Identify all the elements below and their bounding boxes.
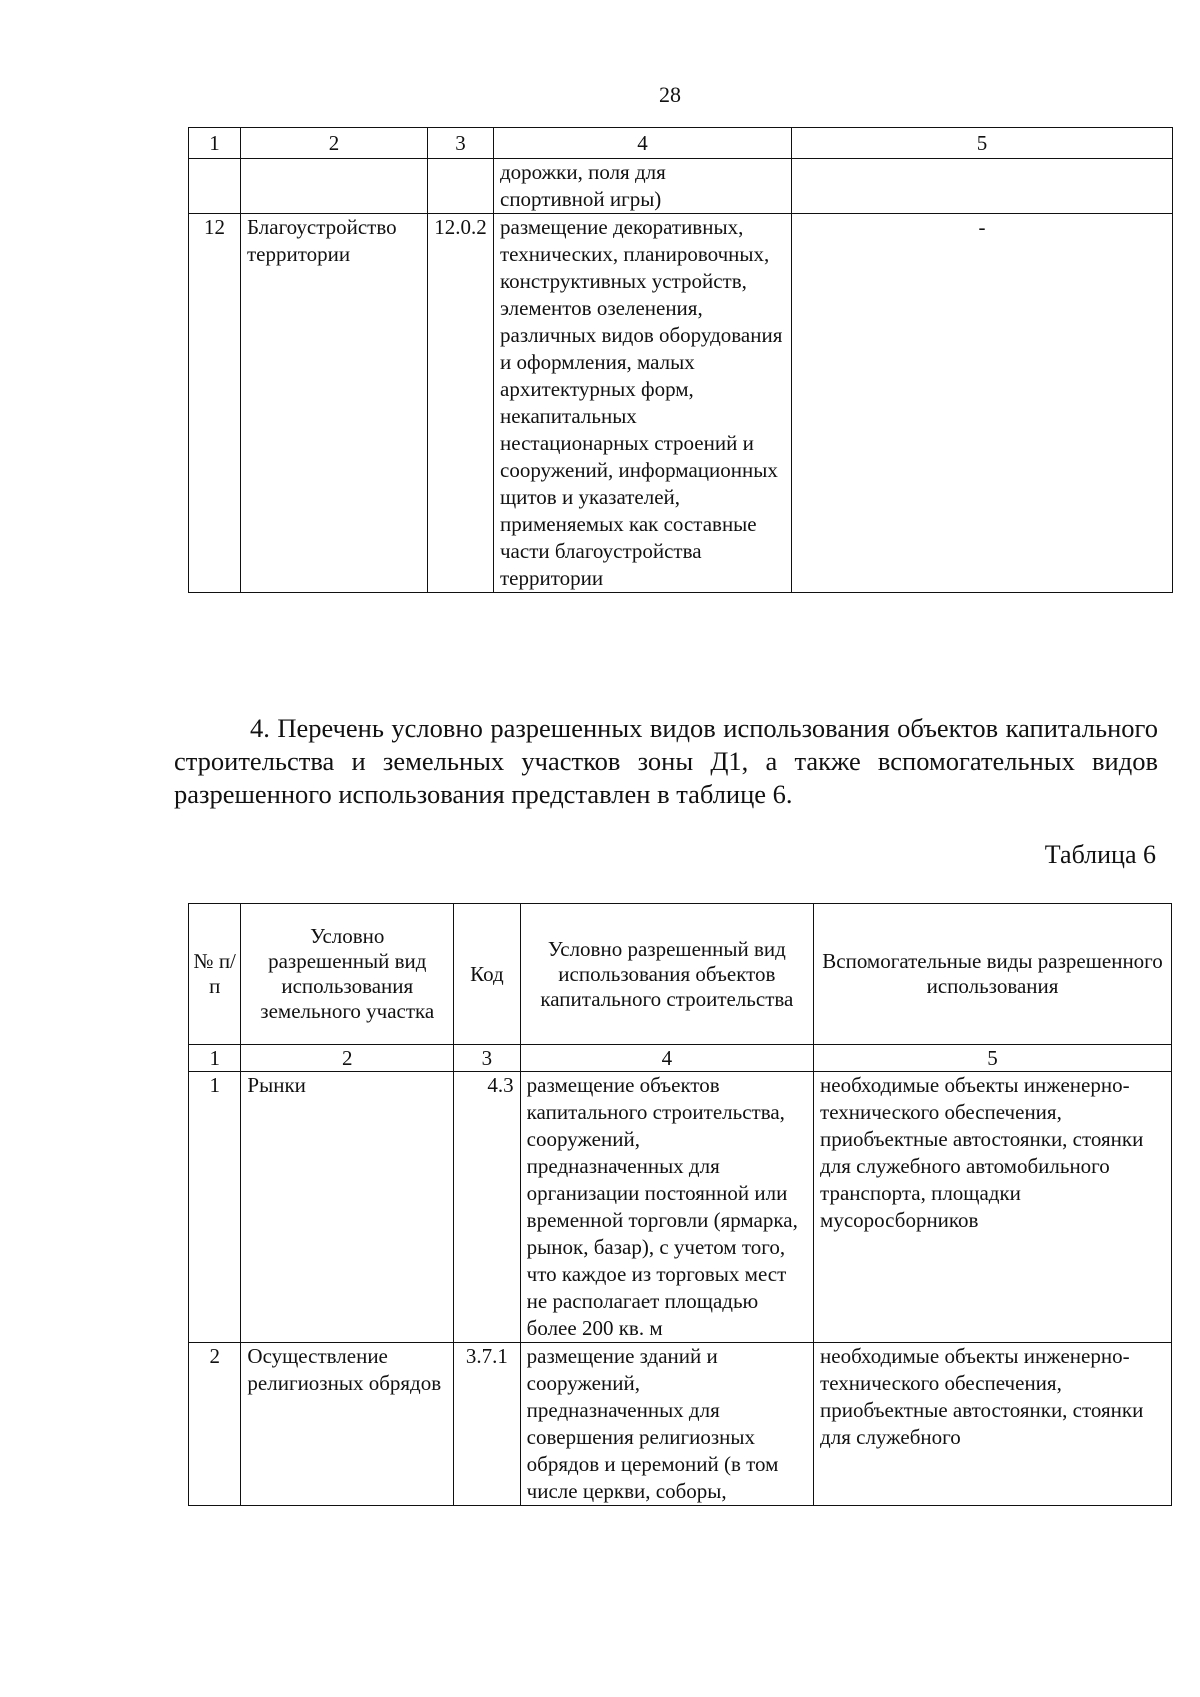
header-row: [189, 904, 1172, 1045]
table-row: [189, 214, 1173, 593]
column-number: 1: [189, 1045, 241, 1072]
use-code: [428, 159, 494, 214]
use-code: 12.0.2: [428, 214, 494, 593]
column-number: 4: [520, 1045, 813, 1072]
paragraph-4: 4. Перечень условно разрешенных видов использования объектов капитального строительства и земельных участков зоны Д1, а также вспомогательных видов разрешенного использования представлен в таблице 6.: [174, 713, 1158, 809]
use-code: 3.7.1: [454, 1343, 521, 1506]
column-number: 3: [428, 128, 494, 159]
table-row: [189, 159, 1173, 214]
auxiliary-uses: необходимые объекты инженерно-технического обеспечения, приобъектные автостоянки, стоянки для служебного: [814, 1343, 1172, 1506]
table-row: [189, 1343, 1172, 1506]
table-caption: Таблица 6: [1044, 840, 1156, 869]
header-num: № п/п: [189, 904, 241, 1045]
row-number: 12: [189, 214, 241, 593]
column-numbers-row: [189, 1045, 1172, 1072]
column-number: 5: [792, 128, 1173, 159]
column-number: 2: [241, 128, 428, 159]
continued-table: [188, 127, 1173, 593]
use-name: Рынки: [241, 1072, 454, 1343]
auxiliary-uses: [792, 159, 1173, 214]
use-name: Благоустройство территории: [241, 214, 428, 593]
auxiliary-uses: -: [792, 214, 1173, 593]
column-number: 2: [241, 1045, 454, 1072]
column-numbers-row: [189, 128, 1173, 159]
use-name: Осуществление религиозных обрядов: [241, 1343, 454, 1506]
header-construction-use: Условно разрешенный вид использования объектов капитального строительства: [520, 904, 813, 1045]
column-number: 4: [494, 128, 792, 159]
use-description: размещение декоративных, технических, планировочных, конструктивных устройств, элементов озеленения, различных видов оборудования и оформления, малых архитектурных форм, некапитальных нестационарных строений и сооружений, информационных щитов и указателей, применяемых как составные части благоустройства территории: [494, 214, 792, 593]
header-code: Код: [454, 904, 521, 1045]
use-name: [241, 159, 428, 214]
table-6: [188, 903, 1172, 1506]
page-number: 28: [659, 82, 681, 107]
column-number: 1: [189, 128, 241, 159]
row-number: 1: [189, 1072, 241, 1343]
column-number: 3: [454, 1045, 521, 1072]
header-land-use: Условно разрешенный вид использования земельного участка: [241, 904, 454, 1045]
column-number: 5: [814, 1045, 1172, 1072]
header-auxiliary: Вспомогательные виды разрешенного использования: [814, 904, 1172, 1045]
row-number: 2: [189, 1343, 241, 1506]
table-row: [189, 1072, 1172, 1343]
use-description: размещение объектов капитального строительства, сооружений, предназначенных для организации постоянной или временной торговли (ярмарка, рынок, базар), с учетом того, что каждое из торговых мест не располагает площадью более 200 кв. м: [520, 1072, 813, 1343]
auxiliary-uses: необходимые объекты инженерно-технического обеспечения, приобъектные автостоянки, стоянки для служебного автомобильного транспорта, площадки мусоросборников: [814, 1072, 1172, 1343]
row-number: [189, 159, 241, 214]
use-code: 4.3: [454, 1072, 521, 1343]
use-description: размещение зданий и сооружений, предназначенных для совершения религиозных обрядов и церемоний (в том числе церкви, соборы,: [520, 1343, 813, 1506]
use-description: дорожки, поля для спортивной игры): [494, 159, 792, 214]
